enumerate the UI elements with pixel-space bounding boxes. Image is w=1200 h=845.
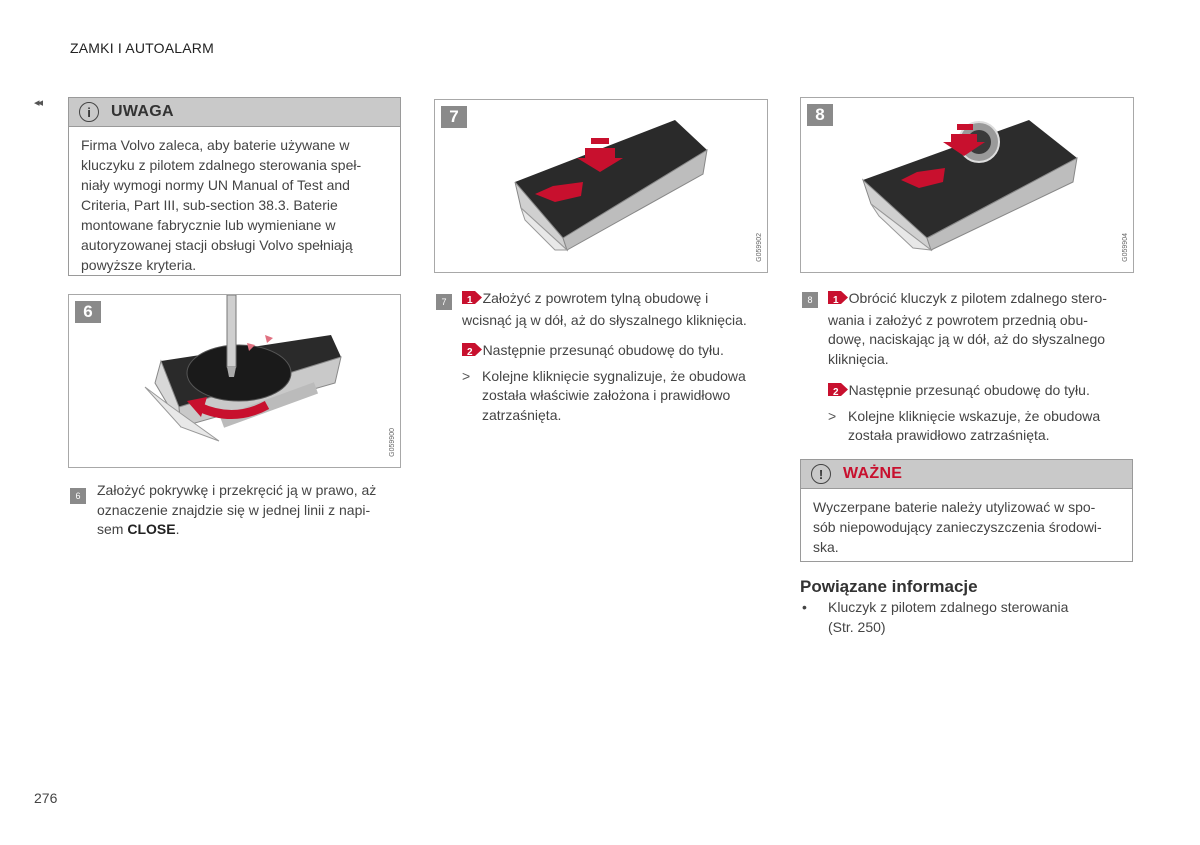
step-8-line-1: Obrócić kluczyk z pilotem zdalnego stero- bbox=[848, 290, 1107, 306]
step-7-result-line: Kolejne kliknięcie sygnalizuje, że obudowa bbox=[482, 367, 746, 384]
step-7-result bbox=[462, 367, 772, 426]
step-6-line: Założyć pokrywkę i przekręcić ją w prawo, aż bbox=[97, 482, 377, 498]
step-8-line: dowę, naciskając ją w dół, aż do słyszalnego bbox=[828, 331, 1106, 347]
figure-number-badge: 6 bbox=[75, 301, 101, 323]
uwaga-line: autoryzowanej stacji obsługi Volvo spełniają bbox=[81, 237, 353, 253]
figure-number-badge: 7 bbox=[441, 106, 467, 128]
step-7-result-line: została właściwie założona i prawidłowo bbox=[482, 387, 731, 403]
wazne-line: ska. bbox=[813, 539, 839, 555]
step-7-sub-text: Następnie przesunąć obudowę do tyłu. bbox=[482, 342, 724, 358]
uwaga-notice bbox=[68, 97, 401, 276]
step-7-line-1: Założyć z powrotem tylną obudowę i bbox=[482, 290, 709, 306]
related-bullet: • bbox=[802, 599, 807, 615]
related-link-line[interactable]: Kluczyk z pilotem zdalnego sterowania bbox=[828, 599, 1069, 615]
step-8-sub bbox=[828, 381, 1138, 403]
front-casing-illustration bbox=[801, 98, 1133, 272]
uwaga-line: powyższe kryteria. bbox=[81, 257, 197, 273]
back-arrows-icon[interactable]: ◂◂ bbox=[34, 97, 42, 109]
step-6-text bbox=[97, 481, 397, 540]
red-step-2-digit: 2 bbox=[833, 387, 839, 398]
uwaga-line: kluczyku z pilotem zdalnego sterowania speł- bbox=[81, 157, 362, 173]
wazne-title: WAŻNE bbox=[843, 465, 903, 482]
step-8-sub-text: Następnie przesunąć obudowę do tyłu. bbox=[848, 382, 1090, 398]
step-7-result-line: zatrzaśnięta. bbox=[482, 406, 562, 423]
figure-6 bbox=[68, 294, 401, 468]
step-7-line-2: wcisnąć ją w dół, aż do słyszalnego kliknięcia. bbox=[462, 311, 747, 328]
close-label: CLOSE bbox=[127, 521, 176, 537]
uwaga-line: Firma Volvo zaleca, aby baterie używane w bbox=[81, 137, 350, 153]
key-cover-rotation-illustration bbox=[69, 295, 400, 467]
step-8-result-line: Kolejne kliknięcie wskazuje, że obudowa bbox=[848, 407, 1101, 424]
step-number-badge: 6 bbox=[70, 488, 86, 504]
info-icon: i bbox=[79, 102, 99, 122]
result-marker: > bbox=[462, 367, 471, 384]
related-info-title: Powiązane informacje bbox=[800, 577, 978, 596]
wazne-notice bbox=[800, 459, 1133, 562]
figure-number-badge: 8 bbox=[807, 104, 833, 126]
step-7-sub bbox=[462, 341, 772, 363]
warning-icon: ! bbox=[811, 464, 831, 484]
related-link[interactable] bbox=[828, 598, 1128, 637]
rear-casing-illustration bbox=[435, 100, 767, 272]
figure-code: G059900 bbox=[389, 428, 396, 457]
wazne-body bbox=[801, 489, 1132, 567]
page-number: 276 bbox=[34, 790, 58, 806]
wazne-notice-header bbox=[801, 460, 1132, 489]
step-8-result bbox=[828, 407, 1138, 446]
red-step-1-digit: 1 bbox=[467, 295, 473, 306]
step-6-line bbox=[97, 520, 397, 540]
step-8-result-line: została prawidłowo zatrzaśnięta. bbox=[848, 427, 1050, 443]
figure-code: G059902 bbox=[756, 233, 763, 262]
step-8-line: wania i założyć z powrotem przednią obu- bbox=[828, 311, 1088, 328]
figure-code: G059904 bbox=[1122, 233, 1129, 262]
wazne-line: sób niepowodujący zanieczyszczenia środowi- bbox=[813, 519, 1102, 535]
uwaga-body bbox=[69, 127, 400, 285]
figure-8 bbox=[800, 97, 1134, 273]
step-number-badge: 7 bbox=[436, 294, 452, 310]
red-step-2-digit: 2 bbox=[467, 347, 473, 358]
wazne-line: Wyczerpane baterie należy utylizować w spo- bbox=[813, 499, 1096, 515]
uwaga-line: montowane fabrycznie lub wymieniane w bbox=[81, 217, 336, 233]
step-8-line: kliknięcia. bbox=[828, 350, 889, 367]
step-number-badge: 8 bbox=[802, 292, 818, 308]
page-header-title: ZAMKI I AUTOALARM bbox=[70, 40, 214, 56]
related-link-page[interactable]: (Str. 250) bbox=[828, 618, 886, 635]
uwaga-notice-header bbox=[69, 98, 400, 127]
red-step-1-digit: 1 bbox=[833, 295, 839, 306]
step-8-text bbox=[828, 289, 1138, 446]
uwaga-title: UWAGA bbox=[111, 103, 174, 120]
step-7-line bbox=[462, 289, 772, 311]
uwaga-line: Criteria, Part III, sub-section 38.3. Baterie bbox=[81, 197, 338, 213]
figure-7 bbox=[434, 99, 768, 273]
uwaga-line: niały wymogi normy UN Manual of Test and bbox=[81, 177, 350, 193]
step-7-text bbox=[462, 289, 772, 425]
step-6-line: oznaczenie znajdzie się w jednej linii z napi- bbox=[97, 501, 371, 518]
step-6-text-prefix: sem bbox=[97, 521, 128, 537]
result-marker: > bbox=[828, 407, 837, 424]
step-8-line bbox=[828, 289, 1138, 311]
step-6-text-suffix: . bbox=[175, 521, 180, 537]
